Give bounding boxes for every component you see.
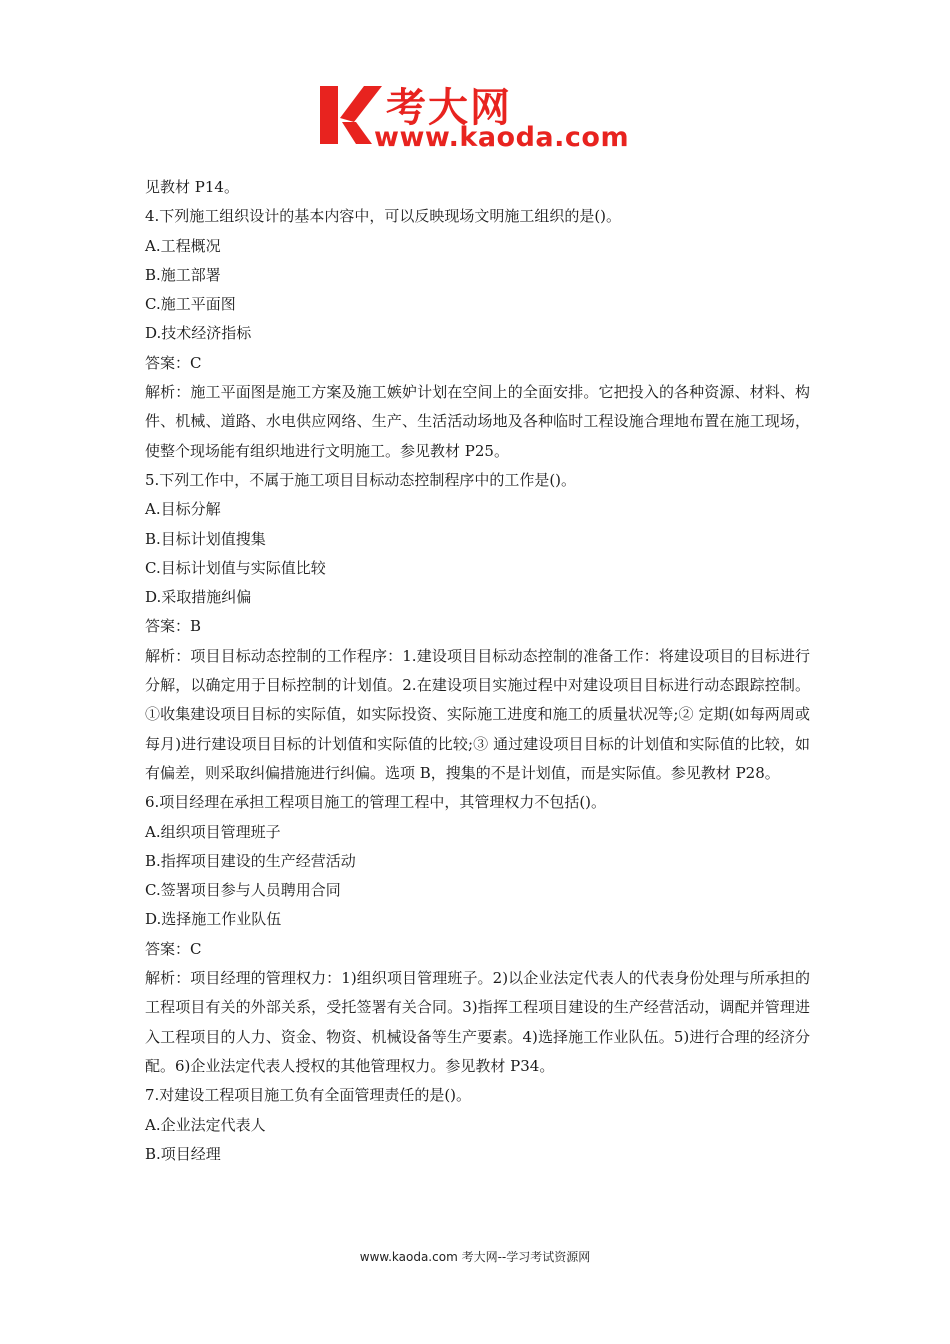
- text-line: D.选择施工作业队伍: [145, 910, 282, 929]
- text-line: A.目标分解: [145, 500, 221, 519]
- logo-brand-cn: 考大网: [386, 85, 512, 131]
- kaoda-logo: [318, 82, 638, 160]
- text-line: B.目标计划值搜集: [145, 529, 266, 548]
- page-footer: www.kaoda.com 考大网--学习考试资源网: [359, 1250, 591, 1264]
- text-line: 答案：B: [145, 617, 202, 636]
- text-line: D.技术经济指标: [145, 324, 252, 343]
- text-line: 6.项目经理在承担工程项目施工的管理工程中，其管理权力不包括()。: [145, 793, 607, 812]
- text-line: C.施工平面图: [145, 295, 236, 314]
- text-line: 7.对建设工程项目施工负有全面管理责任的是()。: [145, 1086, 472, 1105]
- text-line: 5.下列工作中，不属于施工项目目标动态控制程序中的工作是()。: [145, 470, 577, 489]
- text-line: A.企业法定代表人: [145, 1115, 266, 1134]
- text-line: 4.下列施工组织设计的基本内容中，可以反映现场文明施工组织的是()。: [145, 207, 622, 226]
- text-line: C.签署项目参与人员聘用合同: [145, 881, 341, 900]
- text-line: B.施工部署: [145, 265, 221, 284]
- text-line: B.指挥项目建设的生产经营活动: [145, 851, 356, 870]
- text-line: 见教材 P14。: [145, 178, 239, 196]
- logo-brand-url: www.kaoda.com: [374, 122, 630, 153]
- text-line: C.目标计划值与实际值比较: [145, 558, 326, 577]
- text-line: A.组织项目管理班子: [145, 822, 281, 841]
- analysis-paragraph: 解析：项目目标动态控制的工作程序：1.建设项目目标动态控制的准备工作：将建设项目的目标进行分解，以确定用于目标控制的计划值。2.在建设项目实施过程中对建设项目目标进行动态跟踪控制。①收集建设项目目标的实际值，如实际投资、实际施工进度和施工的质量状况等;② 定期(如每两周或每月)进行建设项目目标的计划值和实际值的比较;③ 通过建设项目目标的计划值和实际值的比较，如有偏差，则采取纠偏措施进行纠偏。选项 B，搜集的不是计划值，而是实际值。参见教材 P28。: [145, 646, 810, 782]
- document-body: [145, 173, 810, 1169]
- analysis-paragraph: 解析：项目经理的管理权力：1)组织项目管理班子。2)以企业法定代表人的代表身份处理与所承担的工程项目有关的外部关系，受托签署有关合同。3)指挥工程项目建设的生产经营活动，调配并管理进入工程项目的人力、资金、物资、机械设备等生产要素。4)选择施工作业队伍。5)进行合理的经济分配。6)企业法定代表人授权的其他管理权力。参见教材 P34。: [145, 969, 810, 1075]
- text-line: B.项目经理: [145, 1144, 221, 1163]
- text-line: 答案：C: [145, 353, 202, 372]
- text-line: A.工程概况: [145, 236, 221, 255]
- text-line: D.采取措施纠偏: [145, 588, 252, 607]
- text-line: 答案：C: [145, 939, 202, 958]
- analysis-paragraph: 解析：施工平面图是施工方案及施工嫉妒计划在空间上的全面安排。它把投入的各种资源、材料、构件、机械、道路、水电供应网络、生产、生活活动场地及各种临时工程设施合理地布置在施工现场，使整个现场能有组织地进行文明施工。参见教材 P25。: [145, 383, 810, 460]
